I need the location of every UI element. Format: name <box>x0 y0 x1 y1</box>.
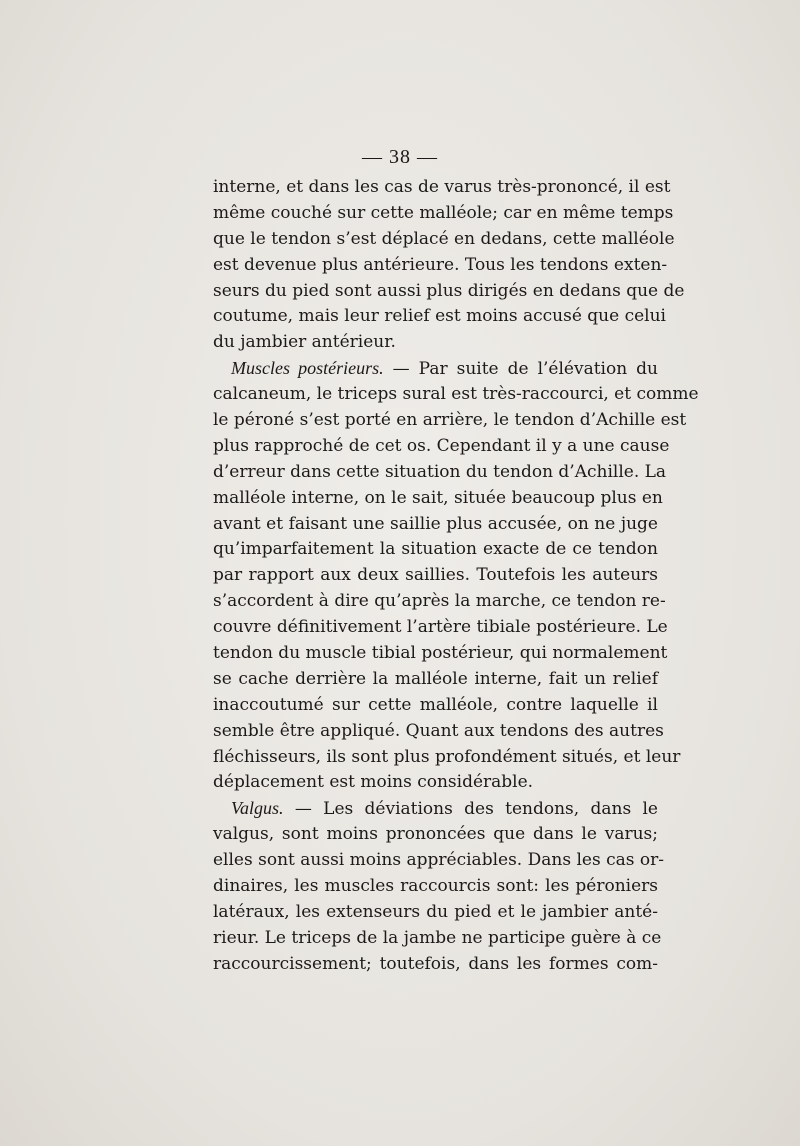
text-line: du jambier antérieur. <box>213 332 396 353</box>
text-line: malléole interne, on le sait, située beaucoup plus en <box>213 487 663 508</box>
text-line: fléchisseurs, ils sont plus profondément situés, et leur <box>213 746 681 767</box>
text-line: tendon du muscle tibial postérieur, qui normalement <box>213 643 668 664</box>
text-line: seurs du pied sont aussi plus dirigés en dedans que de <box>213 280 685 301</box>
paragraph-first-line <box>213 796 658 822</box>
text-line: calcaneum, le triceps sural est très-raccourci, et comme <box>213 384 699 405</box>
section-heading-muscles-posterieurs: Muscles postérieurs. <box>231 358 384 379</box>
text-line: semble être appliqué. Quant aux tendons des autres <box>213 720 664 741</box>
text-line: déplacement est moins considérable. <box>213 772 534 793</box>
section-heading-valgus: Valgus. <box>231 798 284 819</box>
text-line: plus rapproché de cet os. Cependant il y a une cause <box>213 435 670 456</box>
text-line: s’accordent à dire qu’après la marche, ce tendon re- <box>213 591 666 612</box>
body-text <box>213 175 699 978</box>
text-line: avant et faisant une saillie plus accusée, on ne juge <box>213 513 658 534</box>
text-line: elles sont aussi moins appréciables. Dans les cas or- <box>213 850 664 871</box>
text-line: qu’imparfaitement la situation exacte de ce tendon <box>213 539 658 560</box>
text-line: interne, et dans les cas de varus très-prononcé, il est <box>213 177 671 197</box>
paragraph-muscles-posterieurs <box>213 356 699 796</box>
text-line: se cache derrière la malléole interne, fait un relief <box>213 668 658 689</box>
paragraph-valgus <box>213 796 664 977</box>
text-line: est devenue plus antérieure. Tous les tendons exten- <box>213 254 668 275</box>
text-line: latéraux, les extenseurs du pied et le jambier anté- <box>213 901 658 922</box>
text-line: d’erreur dans cette situation du tendon d’Achille. La <box>213 461 667 482</box>
page-number: — 38 — <box>362 146 438 168</box>
text-line: dinaires, les muscles raccourcis sont: les péroniers <box>213 876 658 897</box>
first-line-text: — Les déviations des tendons, dans le <box>283 799 658 820</box>
text-line: même couché sur cette malléole; car en même temps <box>213 202 674 223</box>
paragraph-varus-continued <box>213 175 685 356</box>
text-line: le péroné s’est porté en arrière, le tendon d’Achille est <box>213 410 687 431</box>
text-line: que le tendon s’est déplacé en dedans, cette malléole <box>213 228 675 249</box>
text-line: rieur. Le triceps de la jambe ne participe guère à ce <box>213 927 662 948</box>
text-line: coutume, mais leur relief est moins accusé que celui <box>213 306 666 327</box>
text-line: valgus, sont moins prononcées que dans le varus; <box>213 824 658 845</box>
first-line-text: — Par suite de l’élévation du <box>383 359 659 380</box>
text-line: par rapport aux deux saillies. Toutefois les auteurs <box>213 565 658 586</box>
text-line: inaccoutumé sur cette malléole, contre laquelle il <box>213 694 658 715</box>
text-line: couvre définitivement l’artère tibiale postérieure. Le <box>213 617 668 638</box>
paragraph-first-line <box>213 356 658 382</box>
text-line: raccourcissement; toutefois, dans les formes com- <box>213 953 658 974</box>
